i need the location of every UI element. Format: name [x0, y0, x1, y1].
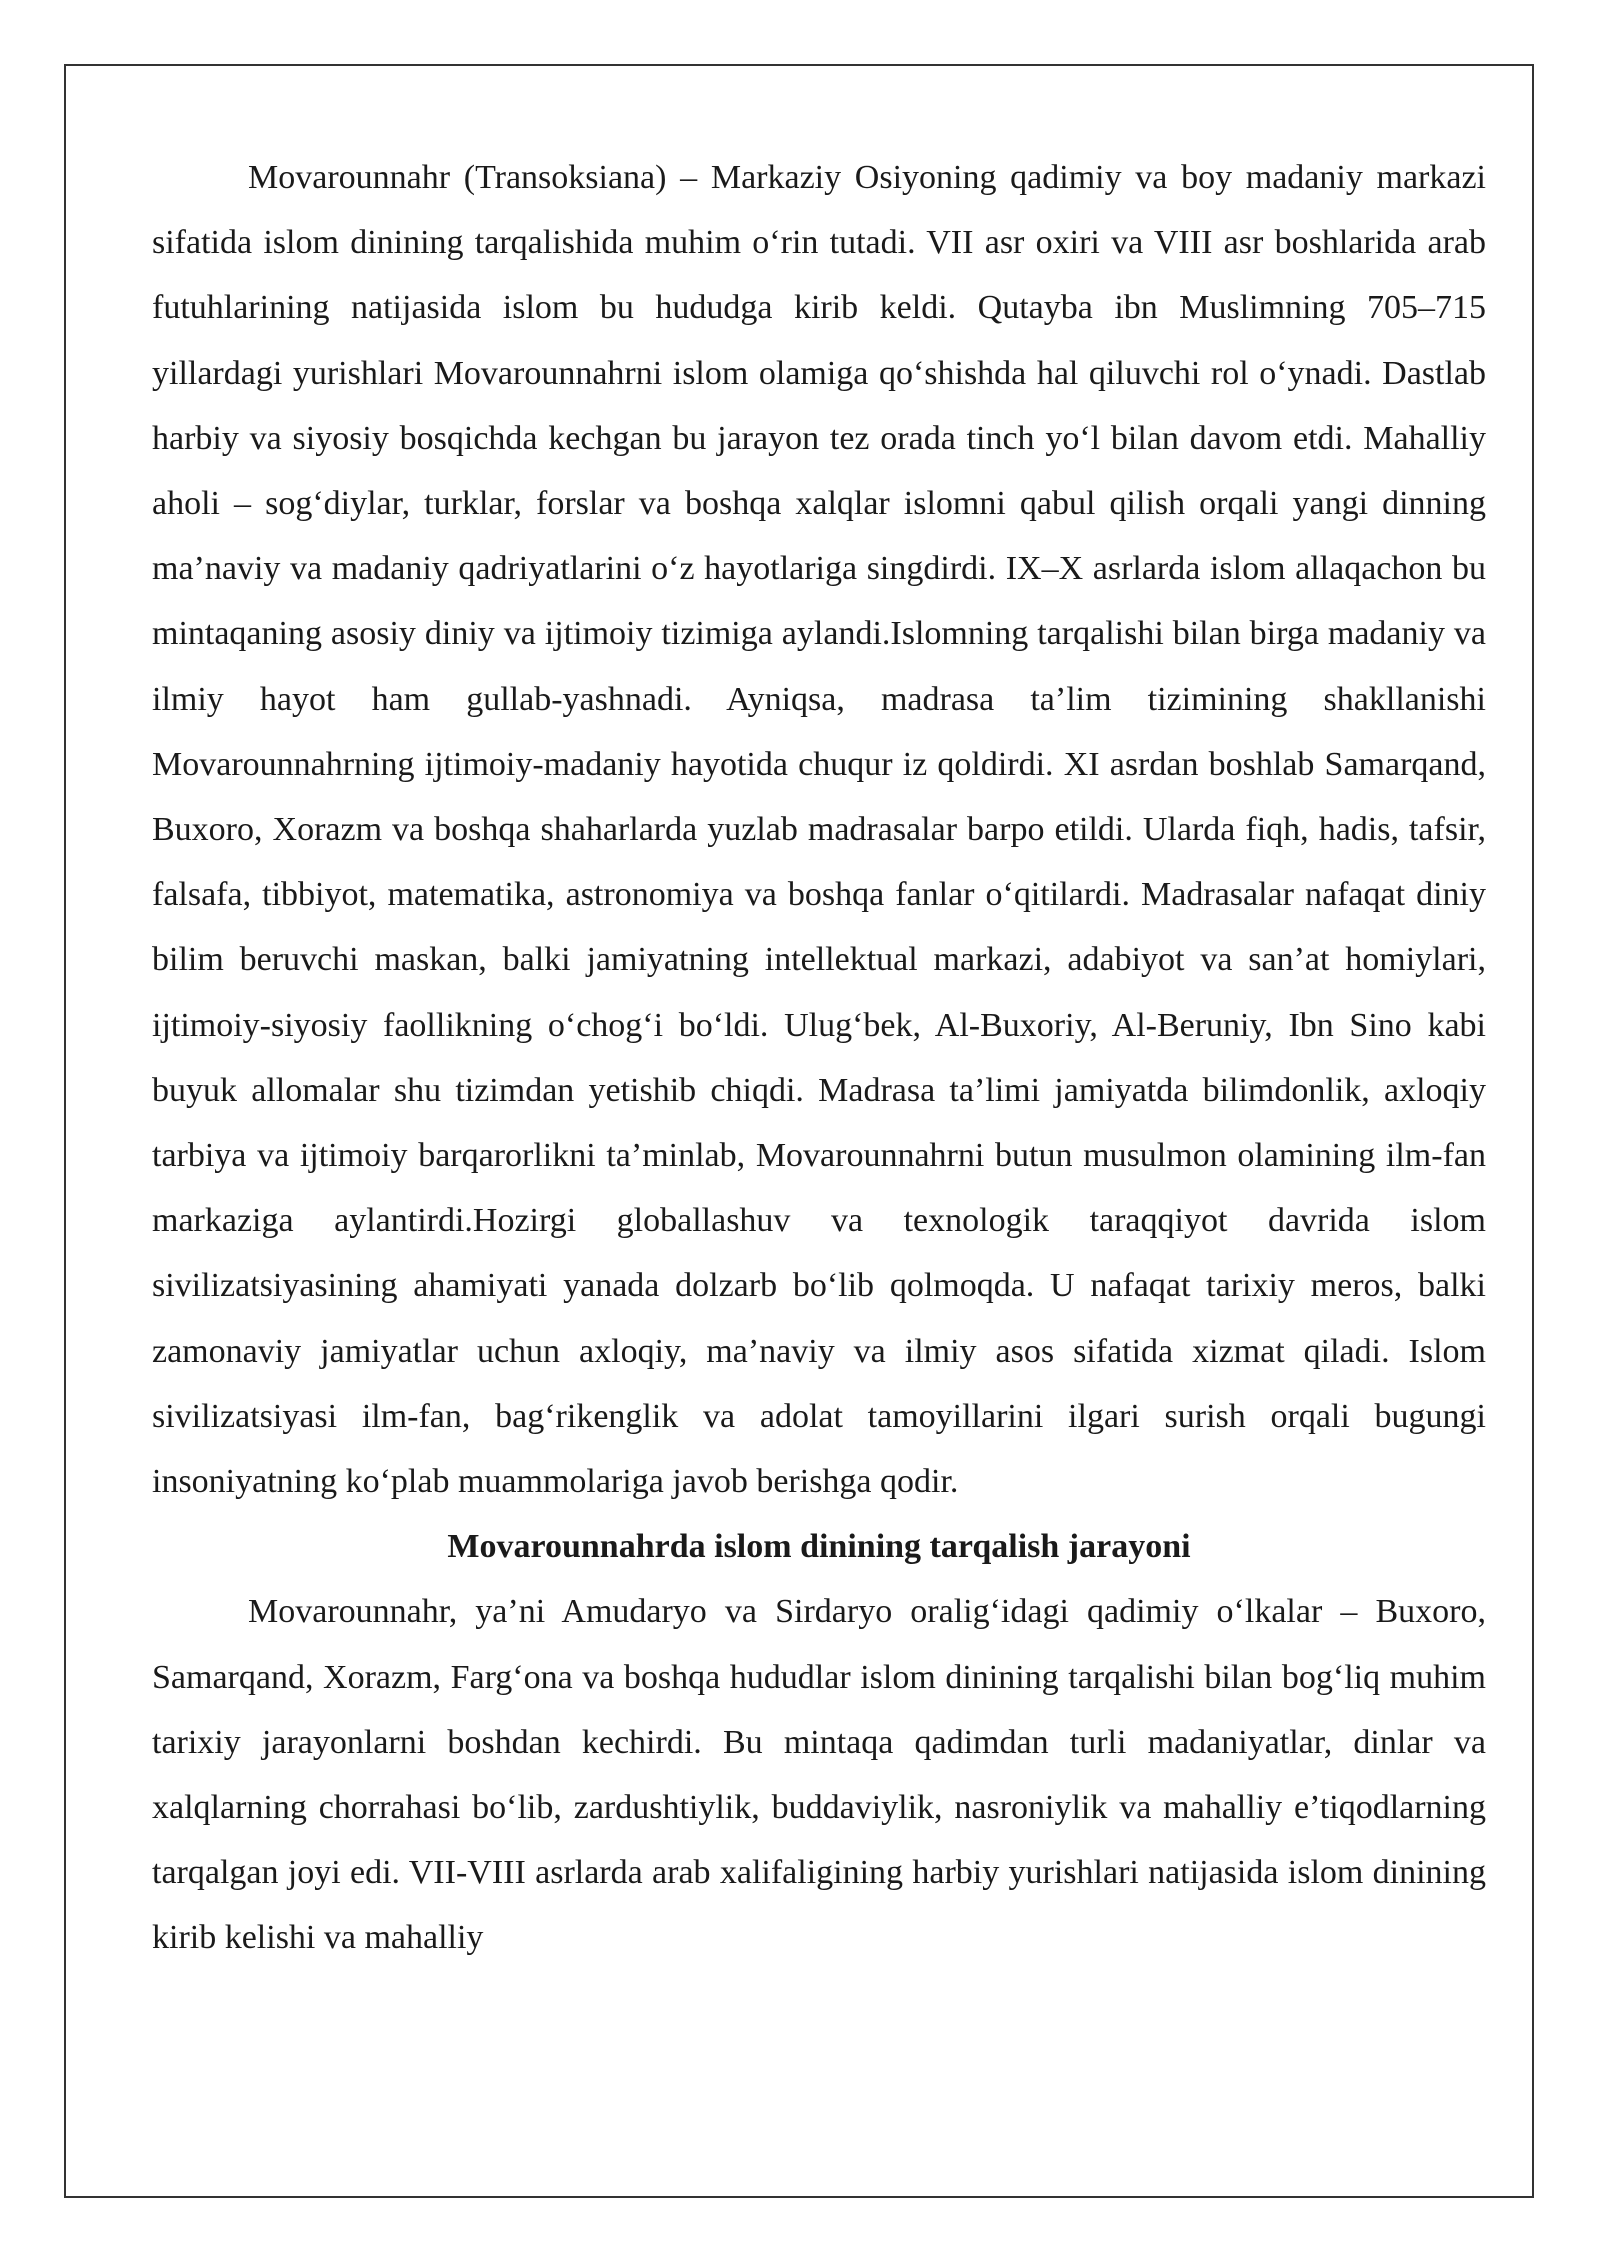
- paragraph-intro: Movarounnahr (Transoksiana) – Markaziy Osiyoning qadimiy va boy madaniy markazi sifatida islom dinining tarqalishida muhim o‘rin tutadi. VII asr oxiri va VIII asr boshlarida arab futuhlarining natijasida islom bu hududga kirib keldi. Qutayba ibn Muslimning 705–715 yillardagi yurishlari Movarounnahrni islom olamiga qo‘shishda hal qiluvchi rol o‘ynadi. Dastlab harbiy va siyosiy bosqichda kechgan bu jarayon tez orada tinch yo‘l bilan davom etdi. Mahalliy aholi – sog‘diylar, turklar, forslar va boshqa xalqlar islomni qabul qilish orqali yangi dinning ma’naviy va madaniy qadriyatlarini o‘z hayotlariga singdirdi. IX–X asrlarda islom allaqachon bu mintaqaning asosiy diniy va ijtimoiy tizimiga aylandi.Islomning tarqalishi bilan birga madaniy va ilmiy hayot ham gullab-yashnadi. Ayniqsa, madrasa ta’lim tizimining shakllanishi Movarounnahrning ijtimoiy-madaniy hayotida chuqur iz qoldirdi. XI asrdan boshlab Samarqand, Buxoro, Xorazm va boshqa shaharlarda yuzlab madrasalar barpo etildi. Ularda fiqh, hadis, tafsir, falsafa, tibbiyot, matematika, astronomiya va boshqa fanlar o‘qitilardi. Madrasalar nafaqat diniy bilim beruvchi maskan, balki jamiyatning intellektual markazi, adabiyot va san’at homiylari, ijtimoiy-siyosiy faollikning o‘chog‘i bo‘ldi. Ulug‘bek, Al-Buxoriy, Al-Beruniy, Ibn Sino kabi buyuk allomalar shu tizimdan yetishib chiqdi. Madrasa ta’limi jamiyatda bilimdonlik, axloqiy tarbiya va ijtimoiy barqarorlikni ta’minlab, Movarounnahrni butun musulmon olamining ilm-fan markaziga aylantirdi.Hozirgi globallashuv va texnologik taraqqiyot davrida islom sivilizatsiyasining ahamiyati yanada dolzarb bo‘lib qolmoqda. U nafaqat tarixiy meros, balki zamonaviy jamiyatlar uchun axloqiy, ma’naviy va ilmiy asos sifatida xizmat qiladi. Islom sivilizatsiyasi ilm-fan, bag‘rikenglik va adolat tamoyillarini ilgari surish orqali bugungi insoniyatning ko‘plab muammolariga javob berishga qodir.: [152, 159, 1486, 1501]
- paragraph-section: Movarounnahr, ya’ni Amudaryo va Sirdaryo oralig‘idagi qadimiy o‘lkalar – Buxoro, Samarqand, Xorazm, Farg‘ona va boshqa hududlar islom dinining tarqalishi bilan bog‘liq muhim tarixiy jarayonlarni boshdan kechirdi. Bu mintaqa qadimdan turli madaniyatlar, dinlar va xalqlarning chorrahasi bo‘lib, zardushtiylik, buddaviylik, nasroniylik va mahalliy e’tiqodlarning tarqalgan joyi edi. VII-VIII asrlarda arab xalifaligining harbiy yurishlari natijasida islom dinining kirib kelishi va mahalliy: [152, 1593, 1486, 1957]
- section-heading: Movarounnahrda islom dinining tarqalish jarayoni: [447, 1528, 1191, 1566]
- document-body: [152, 145, 1486, 1971]
